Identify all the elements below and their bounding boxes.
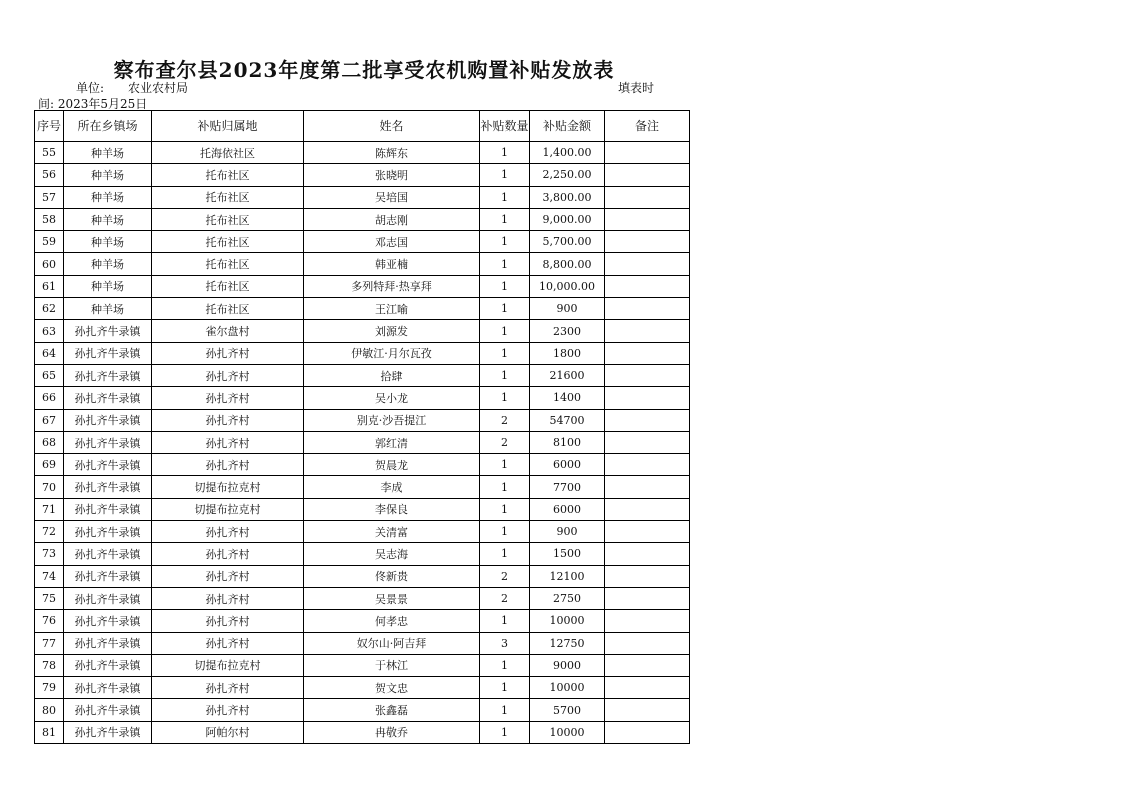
cell-township: 种羊场 (64, 186, 152, 208)
cell-township: 种羊场 (64, 275, 152, 297)
table-row (35, 320, 690, 342)
table-row (35, 275, 690, 297)
cell-index: 55 (35, 142, 64, 164)
cell-township: 种羊场 (64, 164, 152, 186)
cell-name: 刘源发 (304, 320, 480, 342)
cell-township: 孙扎齐牛录镇 (64, 364, 152, 386)
table-row (35, 253, 690, 275)
cell-quantity: 1 (480, 721, 530, 743)
cell-index: 58 (35, 208, 64, 230)
cell-quantity: 2 (480, 587, 530, 609)
cell-amount: 54700 (530, 409, 605, 431)
cell-index: 79 (35, 677, 64, 699)
cell-index: 62 (35, 298, 64, 320)
cell-locality: 孙扎齐村 (152, 543, 304, 565)
cell-name: 陈辉东 (304, 142, 480, 164)
cell-amount: 9,000.00 (530, 208, 605, 230)
cell-locality: 切提布拉克村 (152, 654, 304, 676)
cell-remarks (605, 298, 690, 320)
cell-amount: 7700 (530, 476, 605, 498)
cell-locality: 孙扎齐村 (152, 364, 304, 386)
cell-name: 吴小龙 (304, 387, 480, 409)
cell-index: 75 (35, 587, 64, 609)
cell-amount: 1400 (530, 387, 605, 409)
cell-index: 74 (35, 565, 64, 587)
cell-name: 李保良 (304, 498, 480, 520)
table-row (35, 543, 690, 565)
cell-name: 胡志刚 (304, 208, 480, 230)
subsidy-table (34, 110, 690, 744)
cell-amount: 8,800.00 (530, 253, 605, 275)
cell-remarks (605, 543, 690, 565)
cell-quantity: 1 (480, 186, 530, 208)
document-title: 察布查尔县2023年度第二批享受农机购置补贴发放表 (113, 58, 615, 82)
cell-township: 孙扎齐牛录镇 (64, 610, 152, 632)
unit-value: 农业农村局 (128, 81, 189, 95)
cell-township: 孙扎齐牛录镇 (64, 699, 152, 721)
header-index: 序号 (35, 111, 64, 142)
cell-remarks (605, 275, 690, 297)
cell-locality: 切提布拉克村 (152, 476, 304, 498)
cell-locality: 阿帕尔村 (152, 721, 304, 743)
cell-township: 孙扎齐牛录镇 (64, 521, 152, 543)
cell-quantity: 1 (480, 610, 530, 632)
cell-remarks (605, 431, 690, 453)
fill-date: 间: 2023年5月25日 (38, 97, 148, 111)
cell-locality: 孙扎齐村 (152, 431, 304, 453)
cell-remarks (605, 454, 690, 476)
cell-remarks (605, 476, 690, 498)
cell-name: 别克·沙吾提江 (304, 409, 480, 431)
cell-name: 贺晨龙 (304, 454, 480, 476)
cell-index: 77 (35, 632, 64, 654)
cell-township: 种羊场 (64, 142, 152, 164)
cell-locality: 孙扎齐村 (152, 342, 304, 364)
cell-amount: 3,800.00 (530, 186, 605, 208)
cell-index: 66 (35, 387, 64, 409)
cell-remarks (605, 342, 690, 364)
cell-remarks (605, 521, 690, 543)
cell-index: 71 (35, 498, 64, 520)
cell-quantity: 1 (480, 677, 530, 699)
cell-township: 孙扎齐牛录镇 (64, 320, 152, 342)
cell-index: 65 (35, 364, 64, 386)
cell-township: 孙扎齐牛录镇 (64, 721, 152, 743)
cell-name: 邓志国 (304, 231, 480, 253)
cell-name: 佟新贵 (304, 565, 480, 587)
cell-remarks (605, 409, 690, 431)
cell-remarks (605, 364, 690, 386)
cell-index: 72 (35, 521, 64, 543)
table-row (35, 208, 690, 230)
cell-remarks (605, 565, 690, 587)
cell-amount: 21600 (530, 364, 605, 386)
cell-township: 孙扎齐牛录镇 (64, 454, 152, 476)
unit-label: 单位: (76, 81, 105, 95)
cell-name: 郭红清 (304, 431, 480, 453)
cell-locality: 托布社区 (152, 253, 304, 275)
header-name: 姓名 (304, 111, 480, 142)
header-amount: 补贴金额 (530, 111, 605, 142)
cell-locality: 孙扎齐村 (152, 521, 304, 543)
table-row (35, 610, 690, 632)
cell-amount: 1800 (530, 342, 605, 364)
cell-quantity: 1 (480, 543, 530, 565)
cell-remarks (605, 677, 690, 699)
cell-township: 孙扎齐牛录镇 (64, 431, 152, 453)
cell-remarks (605, 164, 690, 186)
cell-index: 57 (35, 186, 64, 208)
cell-index: 70 (35, 476, 64, 498)
cell-quantity: 1 (480, 320, 530, 342)
table-row (35, 186, 690, 208)
cell-amount: 10000 (530, 721, 605, 743)
cell-index: 63 (35, 320, 64, 342)
cell-name: 伊敏江·月尔瓦孜 (304, 342, 480, 364)
cell-remarks (605, 186, 690, 208)
cell-index: 56 (35, 164, 64, 186)
cell-name: 何孝忠 (304, 610, 480, 632)
cell-index: 67 (35, 409, 64, 431)
table-row (35, 164, 690, 186)
cell-remarks (605, 320, 690, 342)
table-row (35, 342, 690, 364)
cell-index: 64 (35, 342, 64, 364)
cell-remarks (605, 387, 690, 409)
cell-quantity: 1 (480, 387, 530, 409)
cell-name: 王江喻 (304, 298, 480, 320)
cell-amount: 5,700.00 (530, 231, 605, 253)
cell-locality: 托布社区 (152, 275, 304, 297)
cell-locality: 托布社区 (152, 298, 304, 320)
table-header-row (35, 111, 690, 142)
cell-township: 孙扎齐牛录镇 (64, 342, 152, 364)
table-row (35, 677, 690, 699)
cell-locality: 雀尔盘村 (152, 320, 304, 342)
cell-amount: 6000 (530, 498, 605, 520)
cell-township: 孙扎齐牛录镇 (64, 543, 152, 565)
header-township: 所在乡镇场 (64, 111, 152, 142)
cell-amount: 1500 (530, 543, 605, 565)
cell-remarks (605, 253, 690, 275)
cell-quantity: 1 (480, 654, 530, 676)
cell-name: 冉敬乔 (304, 721, 480, 743)
cell-remarks (605, 654, 690, 676)
cell-quantity: 1 (480, 208, 530, 230)
cell-township: 种羊场 (64, 231, 152, 253)
cell-name: 吴培国 (304, 186, 480, 208)
cell-locality: 托布社区 (152, 231, 304, 253)
cell-index: 76 (35, 610, 64, 632)
cell-name: 吴景景 (304, 587, 480, 609)
cell-quantity: 1 (480, 699, 530, 721)
cell-township: 种羊场 (64, 208, 152, 230)
cell-quantity: 1 (480, 476, 530, 498)
cell-quantity: 2 (480, 409, 530, 431)
cell-amount: 900 (530, 298, 605, 320)
cell-name: 张鑫磊 (304, 699, 480, 721)
cell-township: 种羊场 (64, 253, 152, 275)
cell-index: 81 (35, 721, 64, 743)
cell-locality: 切提布拉克村 (152, 498, 304, 520)
cell-name: 李成 (304, 476, 480, 498)
cell-name: 关清富 (304, 521, 480, 543)
cell-locality: 孙扎齐村 (152, 677, 304, 699)
fill-time-label: 填表时 (618, 81, 655, 95)
table-row (35, 387, 690, 409)
table-row (35, 565, 690, 587)
cell-remarks (605, 699, 690, 721)
cell-township: 孙扎齐牛录镇 (64, 476, 152, 498)
cell-quantity: 1 (480, 364, 530, 386)
cell-remarks (605, 587, 690, 609)
cell-remarks (605, 632, 690, 654)
cell-index: 59 (35, 231, 64, 253)
cell-remarks (605, 231, 690, 253)
cell-amount: 8100 (530, 431, 605, 453)
cell-township: 种羊场 (64, 298, 152, 320)
cell-amount: 12100 (530, 565, 605, 587)
cell-amount: 5700 (530, 699, 605, 721)
table-row (35, 409, 690, 431)
cell-locality: 托布社区 (152, 164, 304, 186)
cell-quantity: 1 (480, 342, 530, 364)
cell-name: 于林江 (304, 654, 480, 676)
cell-index: 68 (35, 431, 64, 453)
table-row (35, 431, 690, 453)
cell-township: 孙扎齐牛录镇 (64, 677, 152, 699)
cell-township: 孙扎齐牛录镇 (64, 565, 152, 587)
table-row (35, 632, 690, 654)
cell-quantity: 2 (480, 565, 530, 587)
table-row (35, 476, 690, 498)
cell-remarks (605, 721, 690, 743)
cell-remarks (605, 498, 690, 520)
cell-index: 60 (35, 253, 64, 275)
cell-remarks (605, 208, 690, 230)
cell-name: 拾肆 (304, 364, 480, 386)
cell-name: 张晓明 (304, 164, 480, 186)
cell-index: 69 (35, 454, 64, 476)
cell-township: 孙扎齐牛录镇 (64, 498, 152, 520)
table-row (35, 231, 690, 253)
cell-amount: 2300 (530, 320, 605, 342)
cell-index: 78 (35, 654, 64, 676)
table-row (35, 142, 690, 164)
cell-township: 孙扎齐牛录镇 (64, 632, 152, 654)
cell-quantity: 1 (480, 521, 530, 543)
cell-quantity: 1 (480, 298, 530, 320)
cell-locality: 托布社区 (152, 186, 304, 208)
table-row (35, 521, 690, 543)
cell-amount: 1,400.00 (530, 142, 605, 164)
cell-amount: 9000 (530, 654, 605, 676)
header-quantity: 补贴数量 (480, 111, 530, 142)
cell-quantity: 1 (480, 142, 530, 164)
table-body (35, 142, 690, 744)
cell-locality: 孙扎齐村 (152, 610, 304, 632)
table-row (35, 454, 690, 476)
table-row (35, 721, 690, 743)
cell-quantity: 1 (480, 164, 530, 186)
table-row (35, 498, 690, 520)
cell-amount: 10,000.00 (530, 275, 605, 297)
cell-township: 孙扎齐牛录镇 (64, 654, 152, 676)
cell-locality: 孙扎齐村 (152, 587, 304, 609)
cell-amount: 2750 (530, 587, 605, 609)
cell-quantity: 3 (480, 632, 530, 654)
cell-amount: 10000 (530, 677, 605, 699)
cell-locality: 孙扎齐村 (152, 387, 304, 409)
cell-index: 80 (35, 699, 64, 721)
table-row (35, 699, 690, 721)
cell-quantity: 2 (480, 431, 530, 453)
cell-amount: 12750 (530, 632, 605, 654)
cell-quantity: 1 (480, 253, 530, 275)
cell-name: 吴志海 (304, 543, 480, 565)
table-row (35, 654, 690, 676)
cell-amount: 6000 (530, 454, 605, 476)
cell-locality: 托布社区 (152, 208, 304, 230)
cell-locality: 孙扎齐村 (152, 632, 304, 654)
cell-quantity: 1 (480, 454, 530, 476)
cell-remarks (605, 610, 690, 632)
header-locality: 补贴归属地 (152, 111, 304, 142)
cell-quantity: 1 (480, 498, 530, 520)
cell-locality: 孙扎齐村 (152, 699, 304, 721)
cell-index: 61 (35, 275, 64, 297)
cell-locality: 孙扎齐村 (152, 565, 304, 587)
cell-amount: 900 (530, 521, 605, 543)
table-row (35, 587, 690, 609)
cell-amount: 10000 (530, 610, 605, 632)
cell-locality: 孙扎齐村 (152, 454, 304, 476)
cell-locality: 孙扎齐村 (152, 409, 304, 431)
cell-remarks (605, 142, 690, 164)
table-row (35, 298, 690, 320)
cell-name: 贺文忠 (304, 677, 480, 699)
cell-name: 奴尔山·阿吉拜 (304, 632, 480, 654)
cell-name: 韩亚楠 (304, 253, 480, 275)
cell-locality: 托海依社区 (152, 142, 304, 164)
table-row (35, 364, 690, 386)
cell-index: 73 (35, 543, 64, 565)
header-remarks: 备注 (605, 111, 690, 142)
cell-township: 孙扎齐牛录镇 (64, 387, 152, 409)
cell-township: 孙扎齐牛录镇 (64, 409, 152, 431)
cell-quantity: 1 (480, 275, 530, 297)
cell-amount: 2,250.00 (530, 164, 605, 186)
cell-quantity: 1 (480, 231, 530, 253)
cell-township: 孙扎齐牛录镇 (64, 587, 152, 609)
cell-name: 多列特拜·热享拜 (304, 275, 480, 297)
